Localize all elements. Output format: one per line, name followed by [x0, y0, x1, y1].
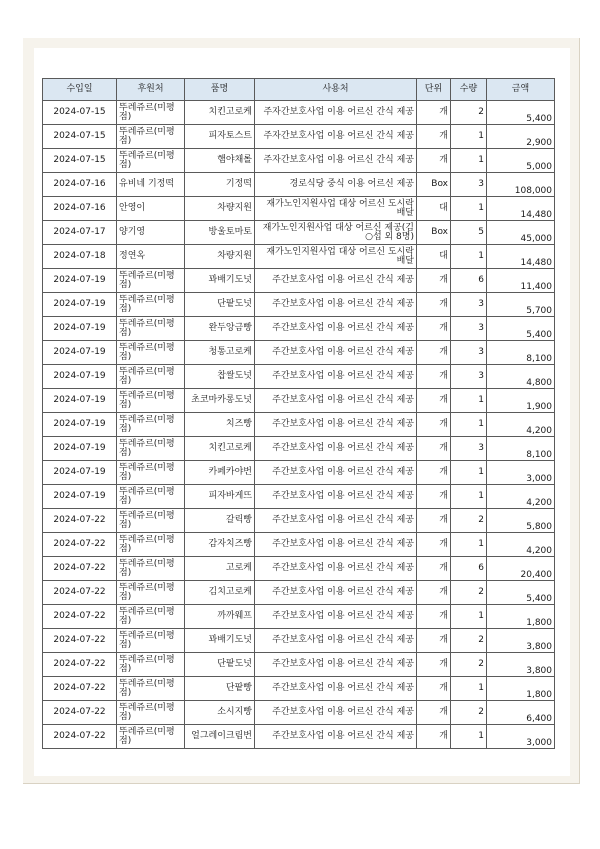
cell-qty: 3 [451, 173, 487, 197]
cell-unit: 대 [417, 245, 451, 269]
cell-qty: 1 [451, 389, 487, 413]
cell-qty: 1 [451, 485, 487, 509]
cell-amount: 5,000 [487, 149, 555, 173]
cell-donor: 뚜레쥬르(미평점) [117, 653, 185, 677]
cell-date: 2024-07-15 [43, 125, 117, 149]
cell-item: 기정떡 [185, 173, 255, 197]
cell-amount: 4,200 [487, 413, 555, 437]
cell-unit: 개 [417, 653, 451, 677]
cell-amount: 20,400 [487, 557, 555, 581]
cell-item: 차량지원 [185, 197, 255, 221]
cell-qty: 5 [451, 221, 487, 245]
cell-item: 햄야채롤 [185, 149, 255, 173]
cell-amount: 5,400 [487, 317, 555, 341]
table-row [43, 677, 555, 701]
header-donor: 후원처 [117, 79, 185, 101]
cell-use: 재가노인지원사업 대상 어르신 도시락 배달 [255, 197, 417, 221]
cell-amount: 4,200 [487, 533, 555, 557]
cell-qty: 1 [451, 461, 487, 485]
cell-item: 피자토스트 [185, 125, 255, 149]
cell-item: 단팥도넛 [185, 293, 255, 317]
cell-donor: 뚜레쥬르(미평점) [117, 461, 185, 485]
table-row [43, 485, 555, 509]
cell-date: 2024-07-19 [43, 269, 117, 293]
table-row [43, 725, 555, 749]
cell-unit: 개 [417, 125, 451, 149]
cell-unit: 개 [417, 581, 451, 605]
table-row [43, 629, 555, 653]
cell-use: 주간보호사업 이용 어르신 간식 제공 [255, 677, 417, 701]
table-row [43, 581, 555, 605]
table-row [43, 461, 555, 485]
cell-qty: 6 [451, 269, 487, 293]
cell-use: 주간보호사업 이용 어르신 간식 제공 [255, 413, 417, 437]
cell-date: 2024-07-19 [43, 389, 117, 413]
cell-unit: 개 [417, 605, 451, 629]
table-row [43, 437, 555, 461]
cell-item: 치킨고로케 [185, 101, 255, 125]
cell-item: 고로케 [185, 557, 255, 581]
cell-donor: 뚜레쥬르(미평점) [117, 509, 185, 533]
cell-donor: 뚜레쥬르(미평점) [117, 629, 185, 653]
cell-item: 카페카야번 [185, 461, 255, 485]
cell-unit: 개 [417, 413, 451, 437]
cell-use: 주자간보호사업 이용 어르신 간식 제공 [255, 149, 417, 173]
cell-amount: 2,900 [487, 125, 555, 149]
cell-amount: 3,000 [487, 461, 555, 485]
cell-donor: 뚜레쥬르(미평점) [117, 725, 185, 749]
cell-amount: 5,800 [487, 509, 555, 533]
cell-item: 찹쌀도넛 [185, 365, 255, 389]
cell-amount: 1,800 [487, 605, 555, 629]
cell-date: 2024-07-15 [43, 101, 117, 125]
cell-item: 방울토마토 [185, 221, 255, 245]
table-row [43, 533, 555, 557]
cell-date: 2024-07-19 [43, 341, 117, 365]
cell-use: 주간보호사업 이용 어르신 간식 제공 [255, 629, 417, 653]
cell-use: 재가노인지원사업 대상 어르신 제공(김○섭 외 8명) [255, 221, 417, 245]
cell-date: 2024-07-22 [43, 653, 117, 677]
cell-unit: Box [417, 173, 451, 197]
cell-item: 완두앙금빵 [185, 317, 255, 341]
header-use: 사용처 [255, 79, 417, 101]
cell-donor: 뚜레쥬르(미평점) [117, 437, 185, 461]
cell-donor: 뚜레쥬르(미평점) [117, 101, 185, 125]
cell-donor: 뚜레쥬르(미평점) [117, 125, 185, 149]
cell-date: 2024-07-19 [43, 317, 117, 341]
cell-item: 갈릭빵 [185, 509, 255, 533]
cell-unit: 개 [417, 269, 451, 293]
cell-donor: 뚜레쥬르(미평점) [117, 413, 185, 437]
cell-use: 주간보호사업 이용 어르신 간식 제공 [255, 437, 417, 461]
table-row [43, 197, 555, 221]
cell-qty: 1 [451, 413, 487, 437]
cell-item: 치킨고로케 [185, 437, 255, 461]
table-row [43, 701, 555, 725]
cell-unit: 개 [417, 317, 451, 341]
cell-item: 치즈빵 [185, 413, 255, 437]
cell-qty: 1 [451, 677, 487, 701]
cell-donor: 뚜레쥬르(미평점) [117, 341, 185, 365]
cell-date: 2024-07-22 [43, 557, 117, 581]
cell-donor: 뚜레쥬르(미평점) [117, 533, 185, 557]
cell-qty: 3 [451, 293, 487, 317]
cell-date: 2024-07-19 [43, 293, 117, 317]
cell-item: 단팥도넛 [185, 653, 255, 677]
cell-qty: 1 [451, 245, 487, 269]
cell-amount: 3,800 [487, 653, 555, 677]
cell-date: 2024-07-17 [43, 221, 117, 245]
cell-qty: 2 [451, 509, 487, 533]
cell-amount: 3,000 [487, 725, 555, 749]
cell-qty: 1 [451, 605, 487, 629]
cell-use: 경로식당 중식 이용 어르신 제공 [255, 173, 417, 197]
table-row [43, 341, 555, 365]
cell-use: 주간보호사업 이용 어르신 간식 제공 [255, 701, 417, 725]
cell-unit: 개 [417, 437, 451, 461]
cell-donor: 뚜레쥬르(미평점) [117, 701, 185, 725]
cell-use: 주간보호사업 이용 어르신 간식 제공 [255, 509, 417, 533]
cell-unit: 개 [417, 629, 451, 653]
cell-item: 피자바게뜨 [185, 485, 255, 509]
cell-use: 주간보호사업 이용 어르신 간식 제공 [255, 533, 417, 557]
cell-donor: 양기영 [117, 221, 185, 245]
cell-unit: 개 [417, 461, 451, 485]
cell-donor: 뚜레쥬르(미평점) [117, 269, 185, 293]
cell-amount: 4,200 [487, 485, 555, 509]
table-row [43, 389, 555, 413]
cell-item: 소시지빵 [185, 701, 255, 725]
cell-amount: 14,480 [487, 245, 555, 269]
cell-donor: 뚜레쥬르(미평점) [117, 677, 185, 701]
cell-date: 2024-07-18 [43, 245, 117, 269]
cell-use: 주간보호사업 이용 어르신 간식 제공 [255, 485, 417, 509]
cell-amount: 5,700 [487, 293, 555, 317]
table-row [43, 557, 555, 581]
cell-use: 주간보호사업 이용 어르신 간식 제공 [255, 461, 417, 485]
cell-date: 2024-07-22 [43, 677, 117, 701]
cell-date: 2024-07-22 [43, 605, 117, 629]
cell-unit: 개 [417, 341, 451, 365]
cell-date: 2024-07-19 [43, 461, 117, 485]
table-row [43, 509, 555, 533]
cell-use: 주간보호사업 이용 어르신 간식 제공 [255, 269, 417, 293]
table-row [43, 413, 555, 437]
cell-donor: 뚜레쥬르(미평점) [117, 149, 185, 173]
cell-unit: 개 [417, 293, 451, 317]
cell-unit: 개 [417, 701, 451, 725]
header-date: 수입일 [43, 79, 117, 101]
cell-use: 주간보호사업 이용 어르신 간식 제공 [255, 389, 417, 413]
cell-date: 2024-07-19 [43, 437, 117, 461]
table-row [43, 245, 555, 269]
cell-date: 2024-07-19 [43, 413, 117, 437]
cell-donor: 유비네 기정떡 [117, 173, 185, 197]
table-row [43, 293, 555, 317]
cell-item: 꽈배기도넛 [185, 629, 255, 653]
header-unit: 단위 [417, 79, 451, 101]
cell-qty: 2 [451, 653, 487, 677]
cell-amount: 8,100 [487, 437, 555, 461]
table-row [43, 173, 555, 197]
cell-qty: 1 [451, 197, 487, 221]
cell-amount: 8,100 [487, 341, 555, 365]
cell-use: 주간보호사업 이용 어르신 간식 제공 [255, 365, 417, 389]
cell-date: 2024-07-19 [43, 485, 117, 509]
header-amount: 금액 [487, 79, 555, 101]
cell-item: 김치고로케 [185, 581, 255, 605]
cell-use: 주간보호사업 이용 어르신 간식 제공 [255, 557, 417, 581]
cell-date: 2024-07-19 [43, 365, 117, 389]
cell-donor: 뚜레쥬르(미평점) [117, 605, 185, 629]
cell-qty: 6 [451, 557, 487, 581]
cell-item: 감자치즈빵 [185, 533, 255, 557]
cell-donor: 뚜레쥬르(미평점) [117, 293, 185, 317]
cell-use: 주간보호사업 이용 어르신 간식 제공 [255, 581, 417, 605]
cell-amount: 1,900 [487, 389, 555, 413]
cell-qty: 1 [451, 125, 487, 149]
cell-qty: 3 [451, 437, 487, 461]
cell-item: 차량지원 [185, 245, 255, 269]
cell-use: 주자간보호사업 이용 어르신 간식 제공 [255, 125, 417, 149]
cell-unit: 개 [417, 149, 451, 173]
cell-unit: 개 [417, 485, 451, 509]
cell-unit: 개 [417, 389, 451, 413]
table-row [43, 605, 555, 629]
cell-unit: 개 [417, 365, 451, 389]
cell-use: 주자간보호사업 이용 어르신 간식 제공 [255, 101, 417, 125]
cell-date: 2024-07-22 [43, 509, 117, 533]
cell-qty: 2 [451, 101, 487, 125]
cell-unit: 개 [417, 725, 451, 749]
cell-amount: 45,000 [487, 221, 555, 245]
cell-amount: 5,400 [487, 101, 555, 125]
header-qty: 수량 [451, 79, 487, 101]
cell-qty: 1 [451, 725, 487, 749]
cell-donor: 안영이 [117, 197, 185, 221]
cell-use: 주간보호사업 이용 어르신 간식 제공 [255, 293, 417, 317]
cell-qty: 3 [451, 341, 487, 365]
cell-date: 2024-07-16 [43, 197, 117, 221]
table-row [43, 221, 555, 245]
cell-donor: 뚜레쥬르(미평점) [117, 485, 185, 509]
cell-date: 2024-07-22 [43, 533, 117, 557]
cell-item: 까까웨프 [185, 605, 255, 629]
cell-amount: 11,400 [487, 269, 555, 293]
donation-ledger-table [42, 78, 555, 749]
cell-qty: 2 [451, 581, 487, 605]
cell-qty: 3 [451, 365, 487, 389]
table-row [43, 269, 555, 293]
cell-qty: 2 [451, 701, 487, 725]
cell-amount: 108,000 [487, 173, 555, 197]
table-row [43, 125, 555, 149]
cell-unit: 개 [417, 533, 451, 557]
cell-amount: 5,400 [487, 581, 555, 605]
cell-use: 주간보호사업 이용 어르신 간식 제공 [255, 725, 417, 749]
cell-donor: 정연옥 [117, 245, 185, 269]
table-row [43, 317, 555, 341]
cell-unit: 개 [417, 677, 451, 701]
cell-qty: 3 [451, 317, 487, 341]
cell-use: 주간보호사업 이용 어르신 간식 제공 [255, 653, 417, 677]
table-row [43, 101, 555, 125]
table-row [43, 149, 555, 173]
cell-donor: 뚜레쥬르(미평점) [117, 389, 185, 413]
cell-item: 단팥빵 [185, 677, 255, 701]
table-row [43, 653, 555, 677]
cell-date: 2024-07-15 [43, 149, 117, 173]
cell-use: 재가노인지원사업 대상 어르신 도시락 배달 [255, 245, 417, 269]
cell-amount: 1,800 [487, 677, 555, 701]
cell-donor: 뚜레쥬르(미평점) [117, 317, 185, 341]
cell-date: 2024-07-22 [43, 581, 117, 605]
cell-date: 2024-07-22 [43, 701, 117, 725]
cell-item: 청통고로케 [185, 341, 255, 365]
cell-use: 주간보호사업 이용 어르신 간식 제공 [255, 317, 417, 341]
header-item: 품명 [185, 79, 255, 101]
cell-item: 꽈배기도넛 [185, 269, 255, 293]
cell-date: 2024-07-22 [43, 629, 117, 653]
cell-qty: 1 [451, 533, 487, 557]
cell-amount: 4,800 [487, 365, 555, 389]
cell-unit: 개 [417, 101, 451, 125]
cell-donor: 뚜레쥬르(미평점) [117, 581, 185, 605]
cell-unit: 개 [417, 557, 451, 581]
cell-date: 2024-07-22 [43, 725, 117, 749]
cell-item: 초코마카롱도넛 [185, 389, 255, 413]
cell-unit: Box [417, 221, 451, 245]
cell-amount: 14,480 [487, 197, 555, 221]
cell-amount: 6,400 [487, 701, 555, 725]
cell-unit: 개 [417, 509, 451, 533]
cell-use: 주간보호사업 이용 어르신 간식 제공 [255, 341, 417, 365]
cell-item: 얼그레이크림번 [185, 725, 255, 749]
cell-qty: 1 [451, 149, 487, 173]
cell-unit: 대 [417, 197, 451, 221]
cell-date: 2024-07-16 [43, 173, 117, 197]
header-row [43, 79, 555, 101]
cell-qty: 2 [451, 629, 487, 653]
ledger-body [43, 101, 555, 749]
cell-amount: 3,800 [487, 629, 555, 653]
cell-donor: 뚜레쥬르(미평점) [117, 365, 185, 389]
cell-use: 주간보호사업 이용 어르신 간식 제공 [255, 605, 417, 629]
cell-donor: 뚜레쥬르(미평점) [117, 557, 185, 581]
table-row [43, 365, 555, 389]
